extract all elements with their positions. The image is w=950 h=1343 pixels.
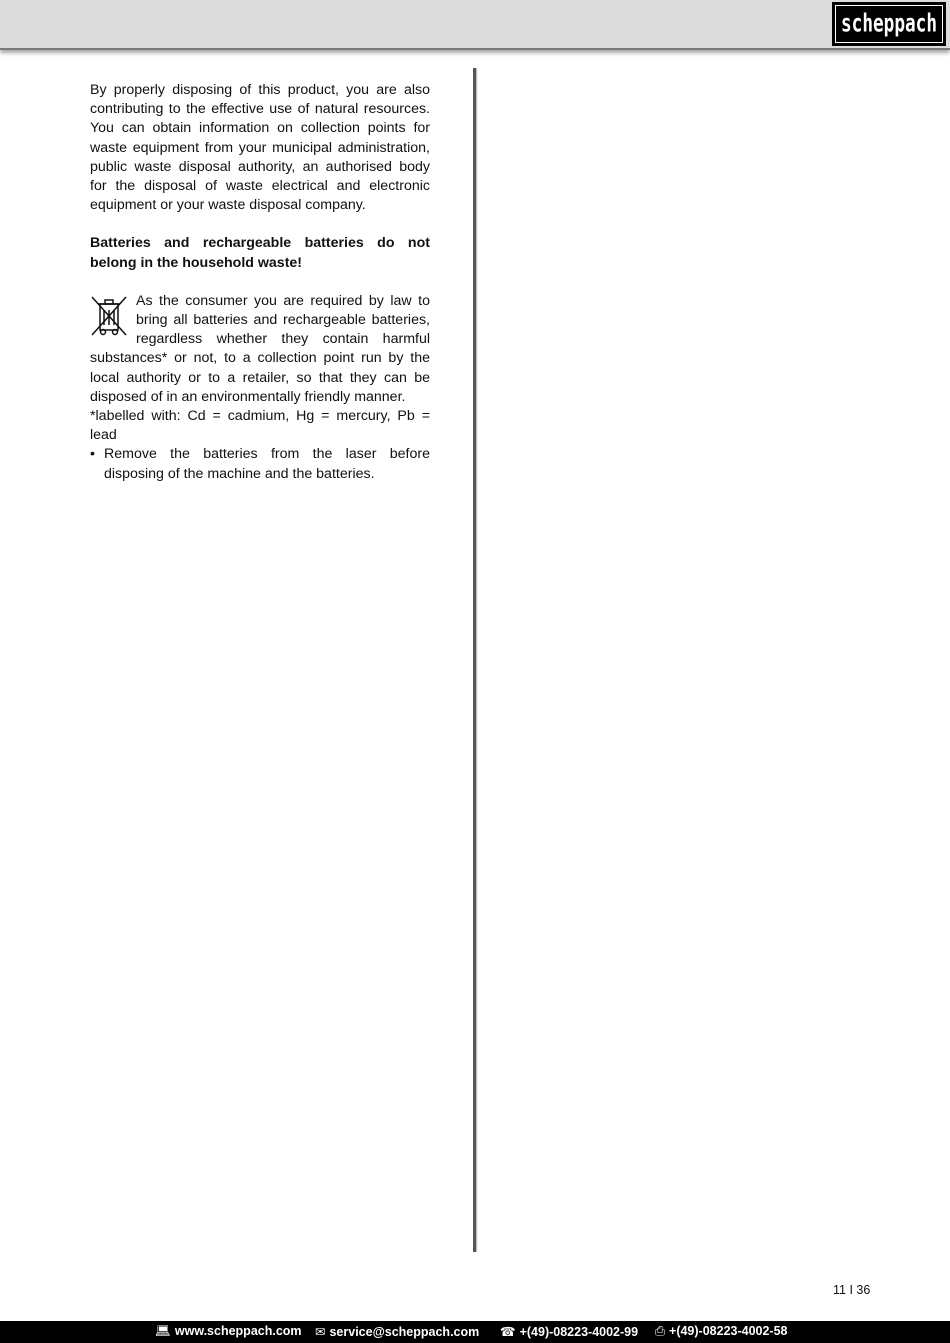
footer-phone <box>500 1324 638 1339</box>
label-footnote: *labelled with: Cd = cadmium, Hg = mercury, Pb = lead <box>90 408 430 444</box>
left-column <box>90 81 430 484</box>
bullet-text: Remove the batteries from the laser before disposing of the machine and the batteries. <box>104 446 430 482</box>
page-number: 11 I 36 <box>833 1283 871 1297</box>
column-divider <box>473 68 476 1252</box>
fax-number: +(49)-08223-4002-58 <box>669 1324 788 1338</box>
battery-paragraph: As the consumer you are required by law to bring all batteries and rechargeable batteries, regardless whether they contain harmful substances* or not, to a collection point run by the local authority or to a retailer, so that they can be disposed of in an environmentally friendly manner. <box>90 292 430 405</box>
svg-text:scheppach: scheppach <box>841 7 937 38</box>
page-header <box>0 0 950 50</box>
bullet-dot: • <box>90 446 95 463</box>
mail-icon: ✉︎ <box>315 1325 326 1339</box>
computer-icon: 💻︎ <box>155 1324 171 1338</box>
battery-info <box>90 292 430 484</box>
footer-fax <box>655 1324 788 1339</box>
email-link[interactable]: service@scheppach.com <box>329 1325 480 1339</box>
footer-web[interactable] <box>155 1324 302 1339</box>
crossed-bin-icon <box>90 294 128 338</box>
list-item <box>90 445 430 483</box>
footer-email[interactable] <box>315 1324 479 1339</box>
fax-icon: ⎙ <box>655 1324 666 1338</box>
phone-number: +(49)-08223-4002-99 <box>519 1325 639 1339</box>
disposal-paragraph: By properly disposing of this product, you are also contributing to the effective use of natural resources. You can obtain information on collection points for waste equipment from your municipal administration, public waste disposal authority, an authorised body for the disposal of waste electrical and electronic equipment or your waste disposal company. <box>90 82 430 214</box>
batteries-heading: Batteries and rechargeable batteries do not belong in the household waste! <box>90 235 430 271</box>
web-link[interactable]: www.scheppach.com <box>174 1324 302 1338</box>
page-footer <box>0 1321 950 1343</box>
scheppach-logo <box>832 2 946 46</box>
phone-icon: ☎︎ <box>500 1325 516 1339</box>
